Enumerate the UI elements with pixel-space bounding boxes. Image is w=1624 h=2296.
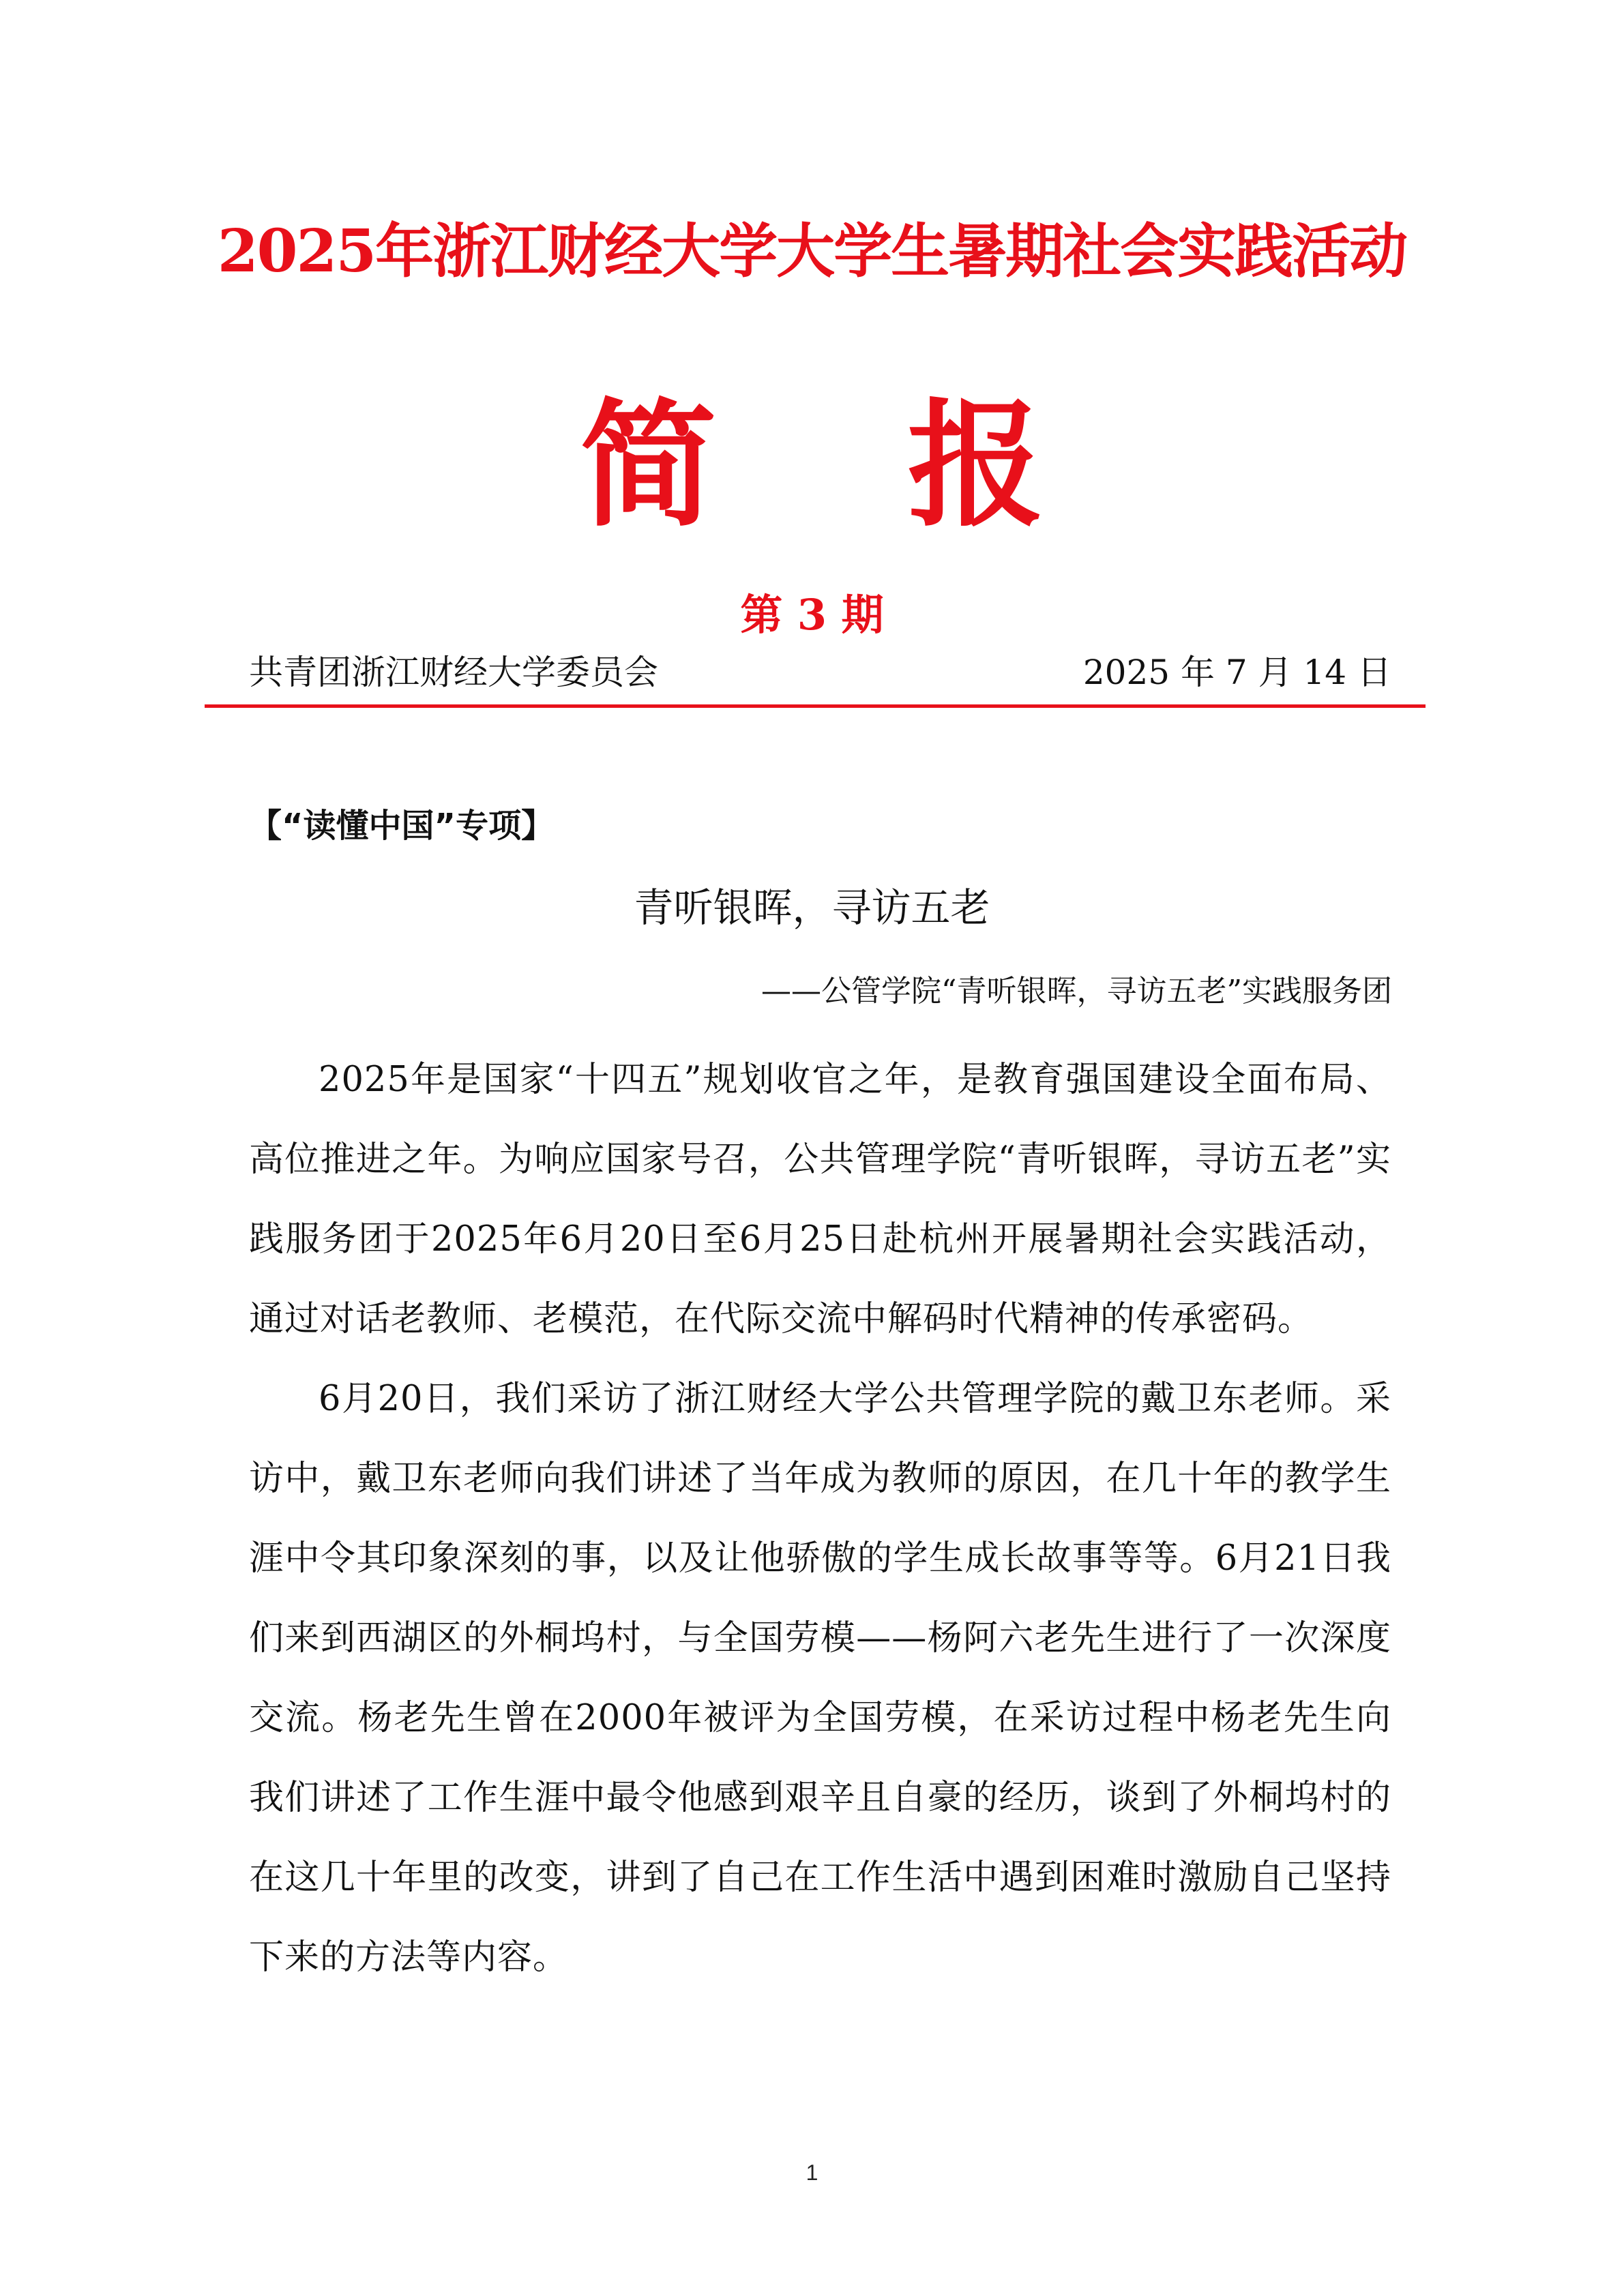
report-title-char-1: 简 (580, 385, 717, 546)
publisher-name: 共青团浙江财经大学委员会 (249, 653, 658, 692)
section-tag: 【“读懂中国”专项】 (249, 807, 555, 845)
publication-meta (249, 652, 1391, 693)
article-body (249, 1040, 1391, 1997)
issue-number: 第 3 期 (740, 590, 884, 640)
header-divider (205, 704, 1426, 708)
article-paragraph: 2025年是国家“十四五”规划收官之年，是教育强国建设全面布局、高位推进之年。为响应国家号召，公共管理学院“青听银晖，寻访五老”实践服务团于2025年6月20日至6月25日赴杭州开展暑期社会实践活动，通过对话老教师、老模范，在代际交流中解码时代精神的传承密码。 (249, 1060, 1391, 1339)
article-subtitle: ——公管学院“青听银晖，寻访五老”实践服务团 (761, 974, 1392, 1009)
report-title-char-2: 报 (907, 385, 1044, 546)
article-paragraph: 6月20日，我们采访了浙江财经大学公共管理学院的戴卫东老师。采访中，戴卫东老师向我们讲述了当年成为教师的原因，在几十年的教学生涯中令其印象深刻的事，以及让他骄傲的学生成长故事等等。6月21日我们来到西湖区的外桐坞村，与全国劳模——杨阿六老先生进行了一次深度交流。杨老先生曾在2000年被评为全国劳模，在采访过程中杨老先生向我们讲述了工作生涯中最令他感到艰辛且自豪的经历，谈到了外桐坞村的在这几十年里的改变，讲到了自己在工作生活中遇到困难时激励自己坚持下来的方法等内容。 (249, 1379, 1391, 1978)
masthead-report-title (0, 387, 1624, 544)
publication-date: 2025 年 7 月 14 日 (1082, 653, 1391, 692)
masthead-organization-title: 2025年浙江财经大学大学生暑期社会实践活动 (217, 217, 1407, 286)
page-number: 1 (806, 2160, 818, 2185)
article-title: 青听银晖，寻访五老 (634, 884, 990, 931)
